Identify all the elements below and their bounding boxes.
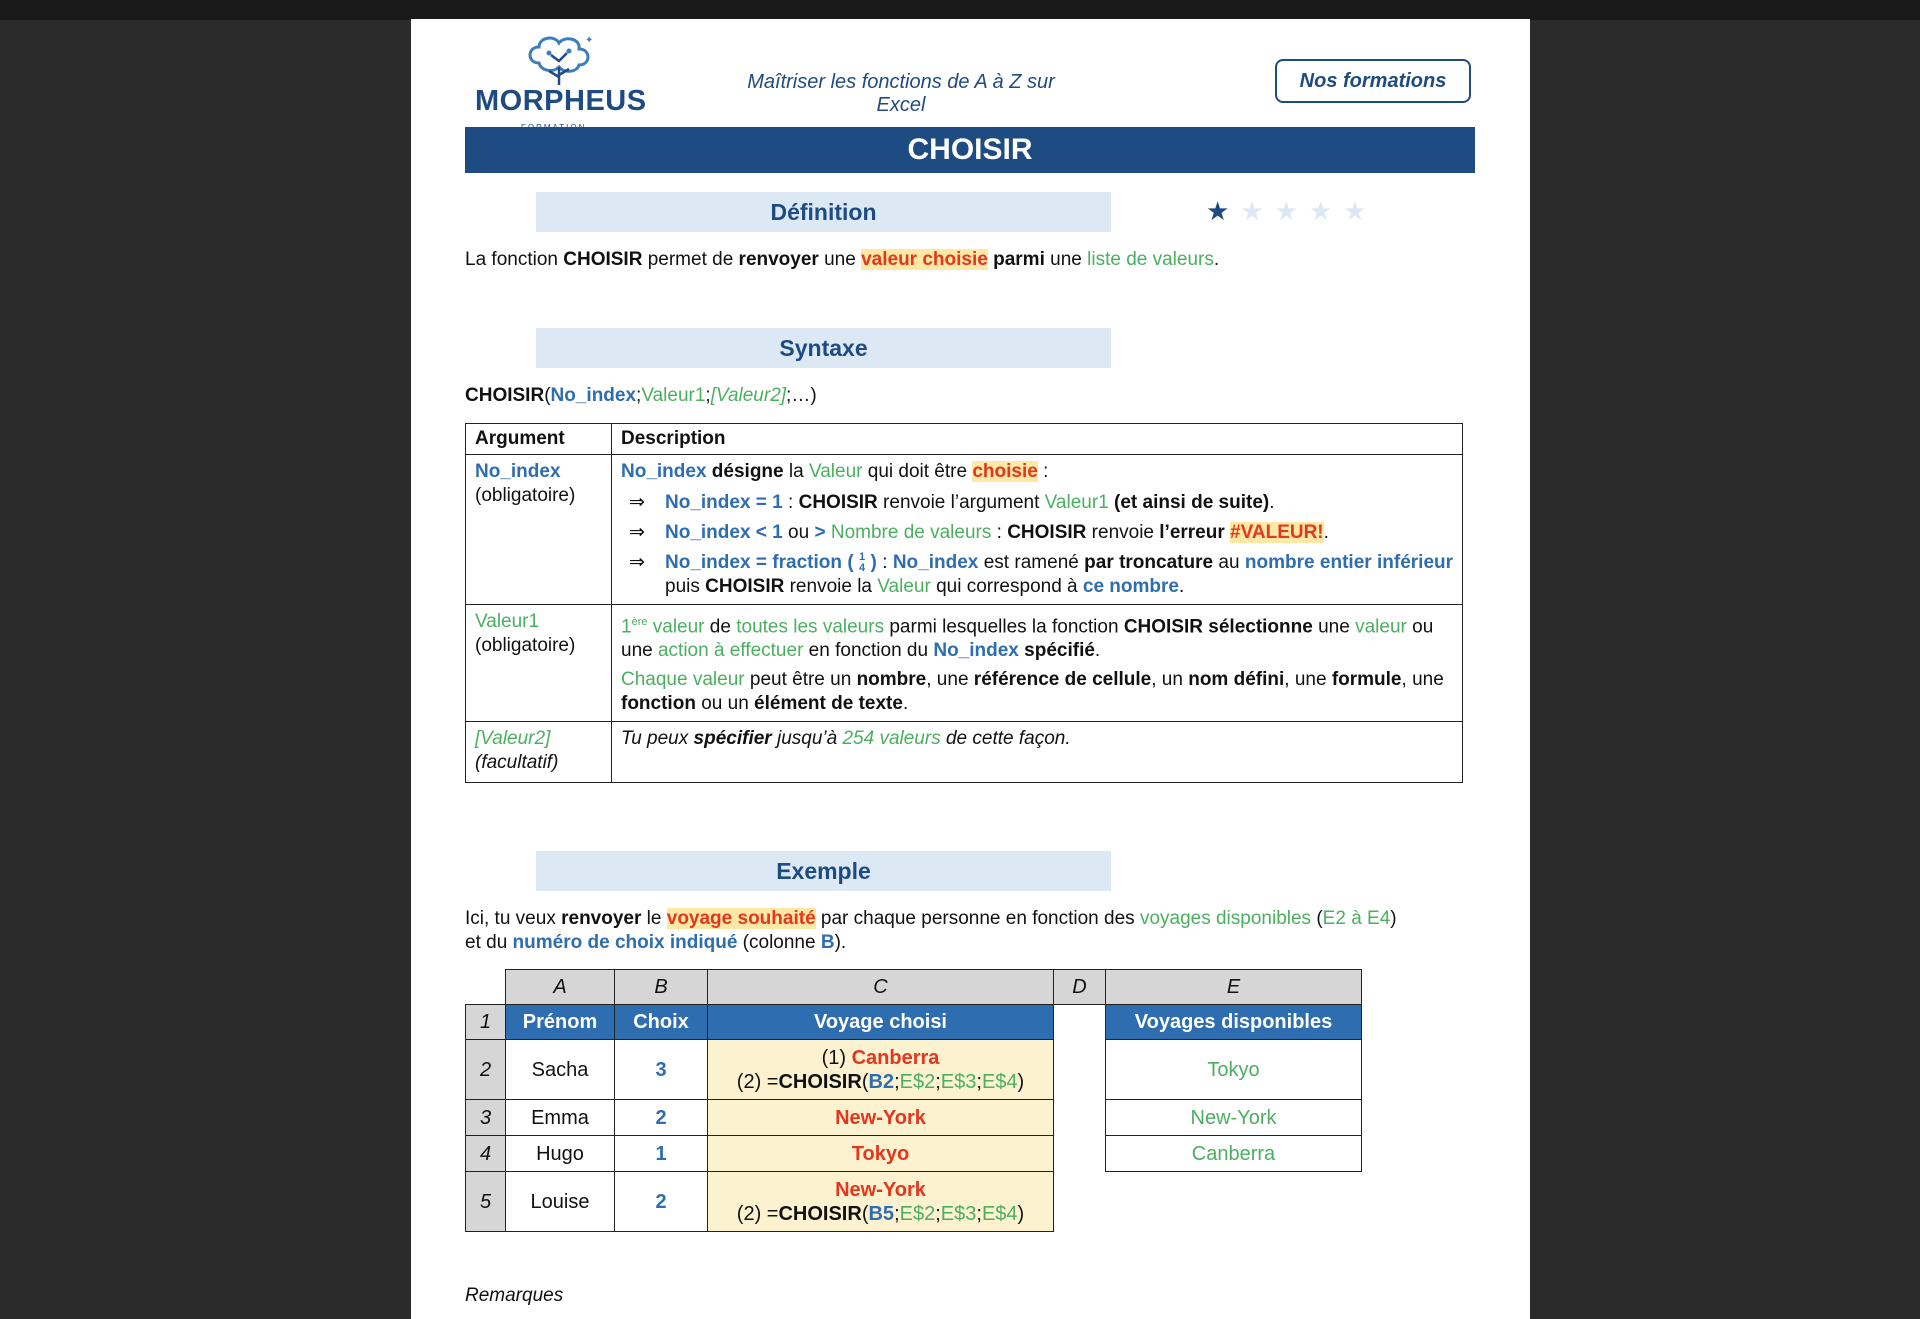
row-number: 2 xyxy=(466,1040,506,1100)
star-filled-icon: ★ xyxy=(1206,196,1241,226)
arguments-table xyxy=(465,423,1463,783)
cell-choix: 3 xyxy=(615,1040,708,1100)
table-row xyxy=(466,605,1463,722)
syntax-line: CHOISIR(No_index;Valeur1;[Valeur2];…) xyxy=(465,385,817,406)
cell-voyage-disponible: New-York xyxy=(1106,1100,1362,1136)
cell-choix: 2 xyxy=(615,1172,708,1232)
document-subtitle: Maîtriser les fonctions de A à Z sur Excel xyxy=(747,71,1055,116)
row-number: 4 xyxy=(466,1136,506,1172)
cell-prenom: Emma xyxy=(506,1100,615,1136)
column-header: A xyxy=(506,970,615,1005)
row-number: 3 xyxy=(466,1100,506,1136)
implies-arrow-icon: ⇒ xyxy=(629,552,645,573)
function-title-banner: CHOISIR xyxy=(465,127,1475,173)
implies-arrow-icon: ⇒ xyxy=(629,492,645,513)
document-page xyxy=(411,19,1530,1319)
arg-name: Valeur1 xyxy=(475,611,540,632)
remarques-heading: Remarques xyxy=(465,1285,564,1306)
cell-voyage-choisi: Tokyo xyxy=(708,1136,1054,1172)
arg-description: 1ère valeur de toutes les valeurs parmi lesquelles la fonction CHOISIR sélectionne une valeur ou une action à effectuer en fonction du No_index spécifié. Chaque valeur peut être un nombre, une référence de cellule, un nom défini, une formule, une fonction ou un élément de texte. xyxy=(612,605,1463,722)
cell-header-prenom: Prénom xyxy=(506,1005,615,1040)
column-header: D xyxy=(1054,970,1106,1005)
table-row xyxy=(466,1005,1362,1040)
cell-voyage-disponible: Canberra xyxy=(1106,1136,1362,1172)
arg-required: (obligatoire) xyxy=(475,485,576,506)
arg-name: No_index xyxy=(475,461,561,482)
column-header: E xyxy=(1106,970,1362,1005)
arg-description: No_index désigne la Valeur qui doit être choisie : ⇒ No_index = 1 : CHOISIR renvoie l’argument Valeur1 (et ainsi de suite). ⇒ No_index < 1 ou > Nombre de valeurs : CHOISIR renvoie l’erreur #VALEUR!. ⇒ No_index = fraction ( 1 4 ) : No_index est ramené par troncature au nombre entier inférieur puis CHOISIR renvoie la Valeur qui correspond à ce nombre. xyxy=(612,455,1463,605)
cell-prenom: Louise xyxy=(506,1172,615,1232)
arg-description: Tu peux spécifier jusqu’à 254 valeurs de cette façon. xyxy=(612,722,1463,783)
star-empty-icon: ★ xyxy=(1274,196,1309,226)
cell-header-choix: Choix xyxy=(615,1005,708,1040)
table-row xyxy=(466,1100,1362,1136)
column-header: C xyxy=(708,970,1054,1005)
table-row xyxy=(466,1040,1362,1100)
svg-text:✦: ✦ xyxy=(585,35,594,46)
cell-prenom: Hugo xyxy=(506,1136,615,1172)
cell-voyage-disponible: Tokyo xyxy=(1106,1040,1362,1100)
cell-header-voyages-disponibles: Voyages disponibles xyxy=(1106,1005,1362,1040)
section-definition: Définition xyxy=(536,192,1111,232)
difficulty-rating xyxy=(1206,196,1378,227)
table-row xyxy=(466,722,1463,783)
row-number: 5 xyxy=(466,1172,506,1232)
cell-prenom: Sacha xyxy=(506,1040,615,1100)
table-row xyxy=(466,455,1463,605)
section-syntax: Syntaxe xyxy=(536,328,1111,368)
logo-wordmark: MORPHEUS xyxy=(475,85,647,117)
arg-required: (facultatif) xyxy=(475,752,559,774)
header-argument: Argument xyxy=(466,424,612,455)
table-row xyxy=(466,1172,1362,1232)
cell-header-voyage-choisi: Voyage choisi xyxy=(708,1005,1054,1040)
cell-voyage-choisi: New-York (2) =CHOISIR(B5;E$2;E$3;E$4) xyxy=(708,1172,1054,1232)
row-number: 1 xyxy=(466,1005,506,1040)
example-text: Ici, tu veux renvoyer le voyage souhaité par chaque personne en fonction des voyages disponibles (E2 à E4) et du numéro de choix indiqué (colonne B). xyxy=(465,908,1397,953)
section-example: Exemple xyxy=(536,851,1111,891)
implies-arrow-icon: ⇒ xyxy=(629,522,645,543)
brain-tree-icon xyxy=(519,33,599,87)
star-empty-icon: ★ xyxy=(1308,196,1344,226)
nos-formations-button[interactable]: Nos formations xyxy=(1275,59,1471,103)
table-header-row xyxy=(466,424,1463,455)
definition-text: La fonction CHOISIR permet de renvoyer une valeur choisie parmi une liste de valeurs. xyxy=(465,249,1220,270)
cell-voyage-choisi: (1) Canberra (2) =CHOISIR(B2;E$2;E$3;E$4) xyxy=(708,1040,1054,1100)
viewer-top-bar xyxy=(0,0,1920,20)
table-row xyxy=(466,1136,1362,1172)
header-description: Description xyxy=(612,424,1463,455)
star-empty-icon: ★ xyxy=(1343,196,1378,226)
cell-choix: 1 xyxy=(615,1136,708,1172)
cell-voyage-choisi: New-York xyxy=(708,1100,1054,1136)
column-header-row xyxy=(466,970,1362,1005)
arg-name: [Valeur2] xyxy=(475,728,551,750)
arg-required: (obligatoire) xyxy=(475,635,576,656)
cell-choix: 2 xyxy=(615,1100,708,1136)
star-empty-icon: ★ xyxy=(1240,196,1275,226)
example-spreadsheet xyxy=(465,969,1362,1232)
column-header: B xyxy=(615,970,708,1005)
